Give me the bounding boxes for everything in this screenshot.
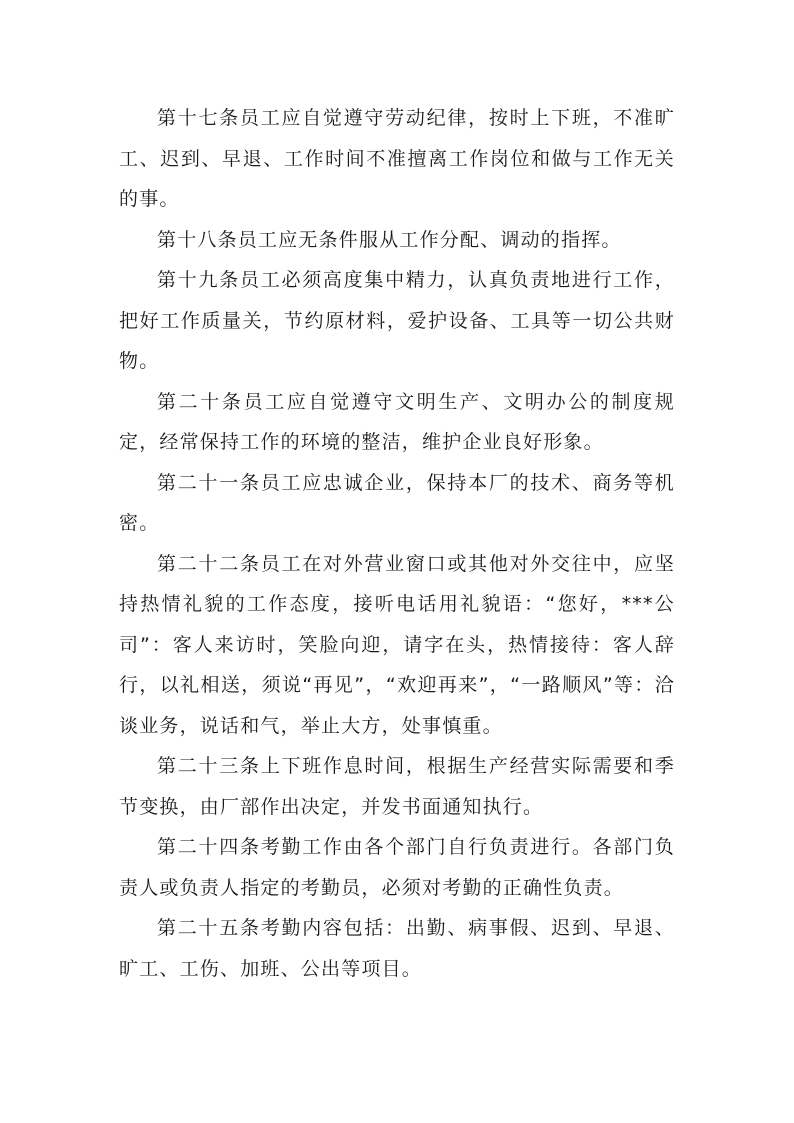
article-23-paragraph: 第二十三条上下班作息时间，根据生产经营实际需要和季节变换，由厂部作出决定，并发书面通知执行。: [119, 755, 675, 818]
document-body: [119, 98, 675, 989]
article-17-paragraph: 第十七条员工应自觉遵守劳动纪律，按时上下班，不准旷工、迟到、早退、工作时间不准擅离工作岗位和做与工作无关的事。: [119, 107, 675, 210]
article-19-paragraph: 第十九条员工必须高度集中精力，认真负责地进行工作，把好工作质量关，节约原材料，爱护设备、工具等一切公共财物。: [119, 269, 675, 372]
article-20-paragraph: 第二十条员工应自觉遵守文明生产、文明办公的制度规定，经常保持工作的环境的整洁，维护企业良好形象。: [119, 390, 675, 453]
article-18-paragraph: 第十八条员工应无条件服从工作分配、调动的指挥。: [157, 228, 622, 251]
article-24-paragraph: 第二十四条考勤工作由各个部门自行负责进行。各部门负责人或负责人指定的考勤员，必须对考勤的正确性负责。: [119, 836, 675, 899]
article-25-paragraph: 第二十五条考勤内容包括：出勤、病事假、迟到、早退、旷工、工伤、加班、公出等项目。: [119, 917, 675, 980]
article-21-paragraph: 第二十一条员工应忠诚企业，保持本厂的技术、商务等机密。: [119, 471, 675, 534]
article-22-paragraph: 第二十二条员工在对外营业窗口或其他对外交往中，应坚持热情礼貌的工作态度，接听电话用礼貌语：“您好，***公司”：客人来访时，笑脸向迎，请字在头，热情接待：客人辞行，以礼相送，须说“再见”，“欢迎再来”，“一路顺风”等：洽谈业务，说话和气，举止大方，处事慎重。: [119, 552, 675, 737]
